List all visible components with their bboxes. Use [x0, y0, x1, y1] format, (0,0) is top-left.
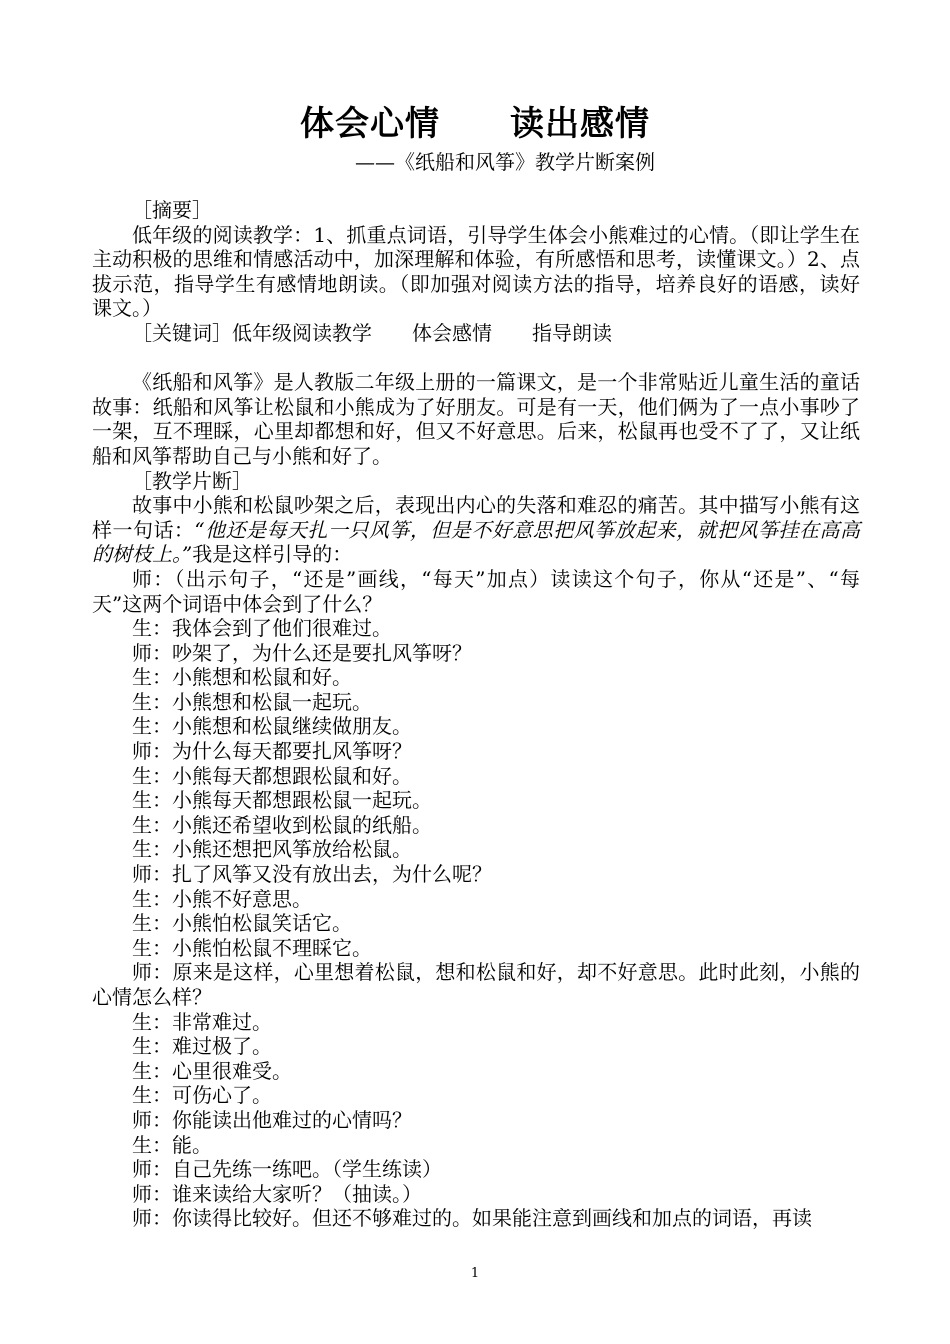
page-title: 体会心情 读出感情 — [300, 104, 650, 144]
page-number: 1 — [470, 1266, 480, 1281]
dialogue-line: 师：（出示句子，“还是”画线，“每天”加点）读读这个句子，你从“还是”、“每天”这两个词语中体会到了什么？ — [92, 566, 860, 616]
dialogue-line: 生：难过极了。 — [132, 1034, 272, 1059]
dialogue-line: 生：小熊还希望收到松鼠的纸船。 — [132, 812, 432, 837]
dialogue-line: 生：小熊不好意思。 — [132, 886, 312, 911]
dialogue-line: 生：小熊想和松鼠和好。 — [132, 665, 352, 690]
context-text: 故事中小熊和松鼠吵架之后，表现出内心的失落和难忍的痛苦。其中描写小熊有这样一句话： — [92, 493, 860, 542]
dialogue-line: 生：我体会到了他们很难过。 — [132, 616, 392, 641]
dialogue-line: 生：可伤心了。 — [132, 1083, 272, 1108]
dialogue-line: 师：扎了风筝又没有放出去，为什么呢？ — [132, 862, 492, 887]
dialogue-line: 师：谁来读给大家听？（抽读。） — [132, 1181, 422, 1206]
dialogue-line: 生：心里很难受。 — [132, 1058, 292, 1083]
abstract-heading: ［摘要］ — [132, 198, 212, 222]
abstract-paragraph: 低年级的阅读教学：1、抓重点词语，引导学生体会小熊难过的心情。（即让学生在主动积极的思维和情感活动中，加深理解和体验，有所感悟和思考，读懂课文。）2、点拔示范，指导学生有感情地朗读。（即加强对阅读方法的指导，培养良好的语感，读好课文。） — [92, 222, 860, 321]
dialogue-line: 生：小熊每天都想跟松鼠一起玩。 — [132, 788, 432, 813]
quoted-sentence: “他还是每天扎一只风筝，但是不好意思把风筝放起来，就把风筝挂在高高的树枝上。” — [92, 517, 860, 567]
dialogue-line: 生：小熊每天都想跟松鼠和好。 — [132, 763, 412, 788]
document-body — [92, 198, 860, 1231]
blank-line — [92, 346, 860, 371]
dialogue-line: 师：吵架了，为什么还是要扎风筝呀？ — [132, 640, 472, 665]
teaching-fragment-heading: ［教学片断］ — [132, 468, 252, 493]
dialogue-line: 师：你能读出他难过的心情吗？ — [132, 1107, 412, 1132]
dialogue-line: 师：为什么每天都要扎风筝呀？ — [132, 739, 412, 764]
dialogue-line: 生：非常难过。 — [132, 1009, 272, 1034]
dialogue-line: 生：小熊怕松鼠不理睬它。 — [132, 935, 372, 960]
intro-paragraph: 《纸船和风筝》是人教版二年级上册的一篇课文，是一个非常贴近儿童生活的童话故事：纸船和风筝让松鼠和小熊成为了好朋友。可是有一天，他们俩为了一点小事吵了一架，互不理睬，心里却都想和好，但又不好意思。后来，松鼠再也受不了了，又让纸船和风筝帮助自己与小熊和好了。 — [92, 370, 860, 468]
page-subtitle: ——《纸船和风筝》教学片断案例 — [355, 150, 655, 174]
dialogue-line: 生：小熊怕松鼠笑话它。 — [132, 911, 352, 936]
dialogue-line: 生：小熊想和松鼠继续做朋友。 — [132, 714, 412, 739]
dialogue-line: 生：小熊还想把风筝放给松鼠。 — [132, 837, 412, 862]
dialogue-line: 生：能。 — [132, 1132, 212, 1157]
dialogue-line: 师：原来是这样，心里想着松鼠，想和松鼠和好，却不好意思。此时此刻，小熊的心情怎么样？ — [92, 960, 860, 1009]
dialogue-line: 师：自己先练一练吧。（学生练读） — [132, 1157, 442, 1182]
context-paragraph — [92, 493, 860, 567]
dialogue-line: 生：小熊想和松鼠一起玩。 — [132, 689, 372, 714]
keywords-paragraph: ［关键词］低年级阅读教学 体会感情 指导朗读 — [132, 320, 612, 345]
dialogue-line: 师：你读得比较好。但还不够难过的。如果能注意到画线和加点的词语，再读 — [132, 1206, 812, 1231]
context-text-after: 我是这样引导的： — [192, 542, 353, 567]
